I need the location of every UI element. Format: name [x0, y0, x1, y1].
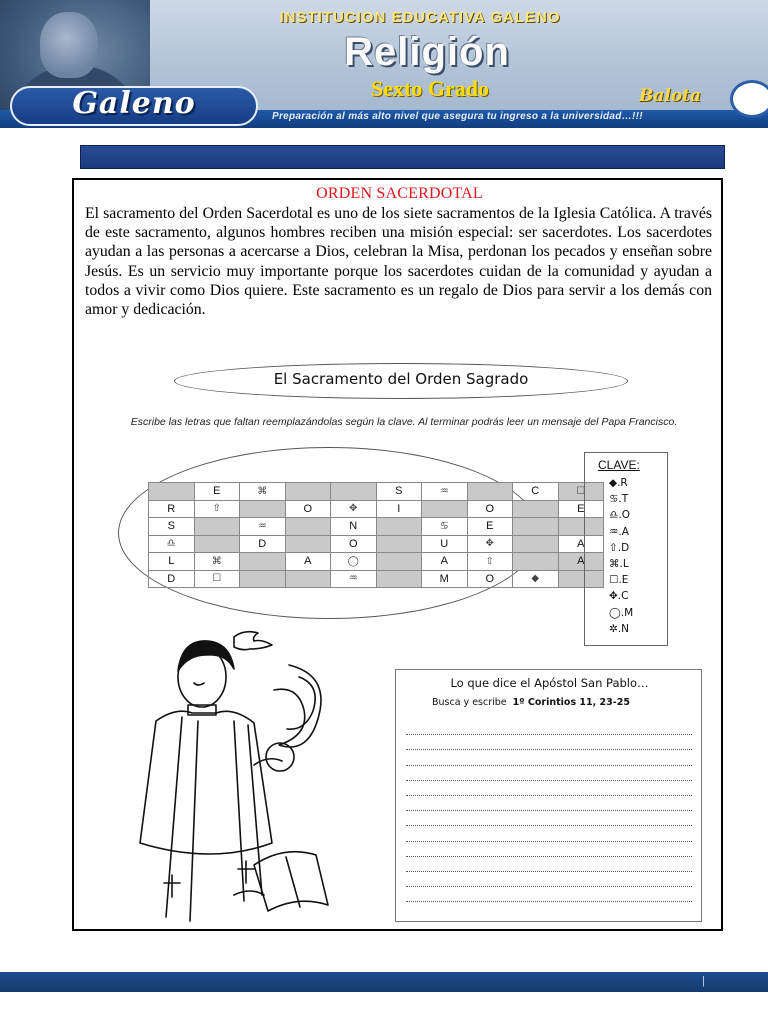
priest-hand-book: [234, 891, 264, 895]
grid-cell: ✥: [331, 500, 377, 518]
grid-cell: ♋: [422, 518, 468, 536]
answer-line: [406, 811, 692, 826]
grid-cell: [285, 483, 331, 501]
grid-cell: A: [558, 553, 604, 571]
grid-cell: [285, 570, 331, 588]
grid-cell: U: [422, 535, 468, 553]
grid-cell: [240, 570, 286, 588]
grid-cell: S: [149, 518, 195, 536]
grid-row: [149, 553, 604, 571]
answer-line: [406, 735, 692, 750]
grid-cell: A: [558, 535, 604, 553]
grid-cell: C: [513, 483, 559, 501]
grid-cell: ⌘: [194, 553, 240, 571]
grid-row: [149, 483, 604, 501]
grid-cell: [376, 553, 422, 571]
grid-cell: I: [376, 500, 422, 518]
grid-cell: O: [285, 500, 331, 518]
clave-item: ✲.N: [609, 622, 629, 635]
grid-cell: [149, 483, 195, 501]
grid-cell: L: [149, 553, 195, 571]
grid-row: [149, 518, 604, 536]
worksheet-instructions: Escribe las letras que faltan reemplazándolas según la clave. Al terminar podrás leer un mensaje del Papa Francisco.: [130, 416, 678, 428]
portrait-head: [40, 12, 98, 78]
stole-cross-left: [164, 875, 180, 897]
grid-cell: M: [422, 570, 468, 588]
stole-right-edge: [234, 721, 244, 901]
grid-cell: [240, 500, 286, 518]
host-circle: [266, 743, 294, 771]
grid-row: [149, 570, 604, 588]
grid-cell: N: [331, 518, 377, 536]
grid-cell: E: [194, 483, 240, 501]
priest-mouth: [194, 683, 204, 685]
priest-illustration: [84, 625, 384, 925]
grid-cell: [194, 535, 240, 553]
grid-cell: S: [376, 483, 422, 501]
grid-cell: [240, 553, 286, 571]
worksheet-title: El Sacramento del Orden Sagrado: [273, 370, 529, 388]
grid-row: [149, 535, 604, 553]
clave-item: ♋.T: [609, 493, 629, 506]
grid-cell: ☐: [558, 483, 604, 501]
grid-cell: A: [422, 553, 468, 571]
answer-line: [406, 842, 692, 857]
lesson-title: ORDEN SACERDOTAL: [316, 185, 483, 202]
clave-item: ♒.A: [609, 525, 629, 538]
answer-line: [406, 766, 692, 781]
clave-list: [609, 475, 633, 637]
open-book: [254, 852, 328, 911]
grid-cell: ♒: [422, 483, 468, 501]
grid-cell: [513, 500, 559, 518]
pablo-instruction-text: Busca y escribe: [432, 697, 507, 708]
answer-line: [406, 857, 692, 872]
grid-cell: ◆: [513, 570, 559, 588]
clave-item: ✥.C: [609, 590, 629, 603]
grid-cell: ♎: [149, 535, 195, 553]
clave-item: ♎.O: [609, 509, 631, 522]
clave-box: [584, 452, 668, 646]
answer-line: [406, 781, 692, 796]
stole-left-edge: [166, 717, 182, 917]
grid-cell: ◯: [331, 553, 377, 571]
grid-row: [149, 500, 604, 518]
clave-item: ☐.E: [609, 574, 629, 587]
grid-cell: [422, 500, 468, 518]
grid-cell: D: [240, 535, 286, 553]
footer-bar: [0, 972, 768, 992]
answer-line: [406, 826, 692, 841]
grid-cell: O: [331, 535, 377, 553]
institution-name: INSTITUCION EDUCATIVA GALENO: [279, 9, 561, 26]
content-frame: [72, 178, 723, 931]
grid-cell: [513, 553, 559, 571]
section-bar: [80, 145, 725, 169]
grid-cell: [467, 483, 513, 501]
grid-cell: O: [467, 570, 513, 588]
grid-cell: D: [149, 570, 195, 588]
grid-cell: ⇧: [194, 500, 240, 518]
grade-label: Sexto Grado: [371, 76, 489, 101]
lesson-body: El sacramento del Orden Sacerdotal es uno de los siete sacramentos de la Iglesia Católica. A través de este sacramento, algunos hombres reciben una misión especial: ser sacerdotes. Los sacerdotes ayudan a las personas a acercarse a Dios, celebran la Misa, perdonan los pecados y enseñan sobre Jesús. Es un servicio muy importante porque los sacerdotes cuidan de la comunidad y ayudan a todos a vivir como Dios quiere. Este sacramento es un regalo de Dios para servir a los demás con amor y dedicación.: [85, 205, 712, 319]
clave-title: CLAVE:: [598, 458, 640, 472]
dove-shape: [234, 632, 272, 650]
pablo-title: Lo que dice el Apóstol San Pablo…: [450, 676, 649, 690]
grid-cell: E: [558, 500, 604, 518]
clave-item: ⇧.D: [609, 541, 630, 554]
header-banner: [0, 0, 768, 128]
grid-cell: [285, 518, 331, 536]
city-label: Balota: [638, 86, 702, 106]
grid-cell: A: [285, 553, 331, 571]
cipher-grid: [148, 482, 604, 588]
clave-item: ◯.M: [609, 606, 634, 619]
clave-item: ◆.R: [609, 477, 628, 489]
book-spine: [286, 857, 300, 907]
grid-cell: [194, 518, 240, 536]
clave-item: ⌘.L: [609, 558, 629, 571]
grid-cell: ♒: [240, 518, 286, 536]
subject-title: Religión: [344, 30, 510, 74]
grid-cell: R: [149, 500, 195, 518]
grid-cell: [376, 570, 422, 588]
priest-hair: [178, 641, 234, 671]
grid-cell: ⇧: [467, 553, 513, 571]
grid-cell: [376, 518, 422, 536]
answer-line: [406, 887, 692, 902]
pablo-box: [395, 669, 702, 922]
slogan-text: Preparación al más alto nivel que asegura tu ingreso a la universidad…!!!: [272, 111, 643, 122]
grid-cell: ♒: [331, 570, 377, 588]
pablo-reference: 1º Corintios 11, 23-25: [512, 697, 630, 708]
grid-cell: ☐: [194, 570, 240, 588]
grid-cell: [376, 535, 422, 553]
answer-line: [406, 872, 692, 887]
grid-cell: ⌘: [240, 483, 286, 501]
page-marker: |: [702, 975, 705, 987]
answer-line: [406, 720, 692, 735]
grid-cell: [331, 483, 377, 501]
answer-line: [406, 796, 692, 811]
galeno-logo: Galeno: [72, 86, 196, 121]
grid-cell: ✥: [467, 535, 513, 553]
grid-cell: [513, 535, 559, 553]
answer-lines: [406, 720, 692, 902]
stole-cross-right: [238, 861, 254, 883]
stole-left-inner: [190, 721, 198, 921]
answer-line: [406, 750, 692, 765]
pablo-instruction: [432, 697, 630, 708]
grid-cell: E: [467, 518, 513, 536]
grid-cell: O: [467, 500, 513, 518]
grid-cell: [513, 518, 559, 536]
grid-cell: [285, 535, 331, 553]
